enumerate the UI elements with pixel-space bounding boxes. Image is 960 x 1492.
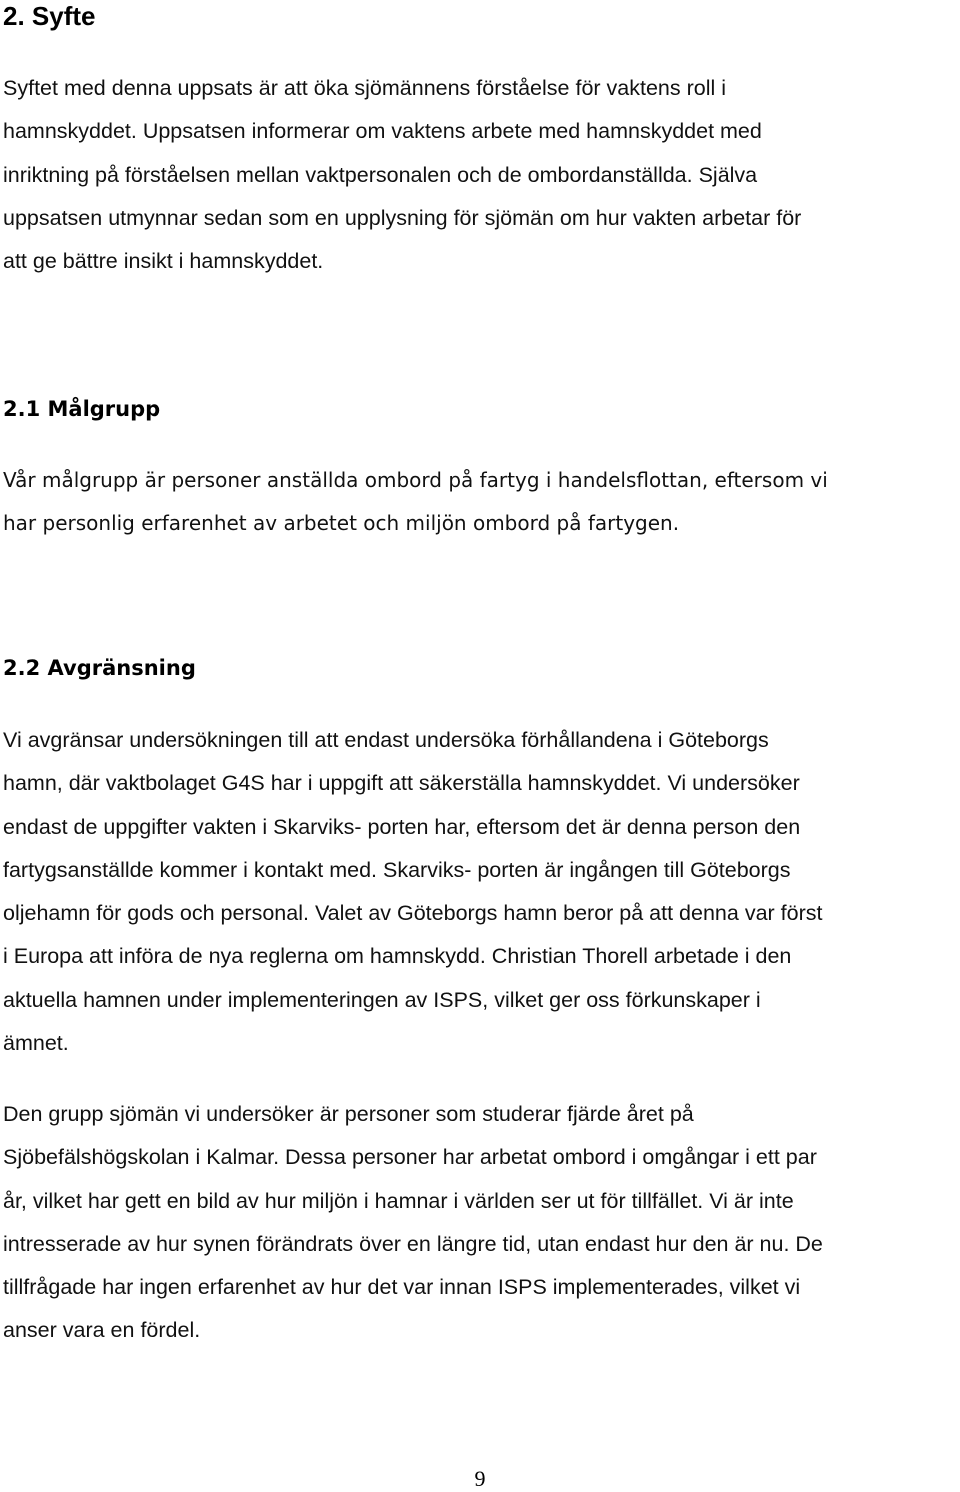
paragraph-line: tillfrågade har ingen erfarenhet av hur det var innan ISPS implementerades, vilket vi <box>3 1275 801 1300</box>
paragraph-line: hamn, där vaktbolaget G4S har i uppgift att säkerställa hamnskyddet. Vi undersöker <box>3 771 800 796</box>
paragraph-line: uppsatsen utmynnar sedan som en upplysning för sjömän om hur vakten arbetar för <box>3 205 802 230</box>
paragraph-line: Vår målgrupp är personer anställda ombord på fartyg i handelsflottan, eftersom vi <box>3 468 828 492</box>
paragraph-line: Syftet med denna uppsats är att öka sjömännens förståelse för vaktens roll i <box>3 76 727 100</box>
paragraph-line: i Europa att införa de nya reglerna om hamnskydd. Christian Thorell arbetade i den <box>3 944 792 969</box>
paragraph-line: endast de uppgifter vakten i Skarviks- porten har, eftersom det är denna person den <box>3 814 801 839</box>
paragraph-line: hamnskyddet. Uppsatsen informerar om vaktens arbete med hamnskyddet med <box>3 119 762 144</box>
paragraph-line: aktuella hamnen under implementeringen av ISPS, vilket ger oss förkunskaper i <box>3 987 761 1012</box>
paragraph-line: Vi avgränsar undersökningen till att endast undersöka förhållandena i Göteborgs <box>3 728 769 752</box>
subsection-heading-malgrupp: 2.1 Målgrupp <box>3 397 161 421</box>
delimitation-paragraph-2 <box>3 1093 958 1353</box>
paragraph-line: ämnet. <box>3 1031 69 1056</box>
paragraph-line: inriktning på förståelsen mellan vaktpersonalen och de ombordanställda. Själva <box>3 162 758 187</box>
paragraph-line: Den grupp sjömän vi undersöker är personer som studerar fjärde året på <box>3 1102 694 1126</box>
paragraph-line: fartygsanställde kommer i kontakt med. Skarviks- porten är ingången till Göteborgs <box>3 857 791 882</box>
delimitation-paragraph-1 <box>3 719 958 1065</box>
paragraph-line: oljehamn för gods och personal. Valet av Göteborgs hamn beror på att denna var först <box>3 901 823 926</box>
target-group-paragraph <box>3 459 958 545</box>
subsection-heading-avgransning: 2.2 Avgränsning <box>3 656 196 680</box>
purpose-paragraph <box>3 67 958 283</box>
page-number: 9 <box>474 1466 486 1491</box>
paragraph-line: har personlig erfarenhet av arbetet och miljön ombord på fartygen. <box>3 511 680 535</box>
paragraph-line: anser vara en fördel. <box>3 1318 201 1343</box>
paragraph-line: intresserade av hur synen förändrats över en längre tid, utan endast hur den är nu. De <box>3 1231 823 1256</box>
section-heading: 2. Syfte <box>3 1 96 31</box>
paragraph-line: att ge bättre insikt i hamnskyddet. <box>3 249 324 274</box>
paragraph-line: Sjöbefälshögskolan i Kalmar. Dessa personer har arbetat ombord i omgångar i ett par <box>3 1145 817 1170</box>
paragraph-line: år, vilket har gett en bild av hur miljön i hamnar i världen ser ut för tillfället. Vi är inte <box>3 1188 794 1213</box>
